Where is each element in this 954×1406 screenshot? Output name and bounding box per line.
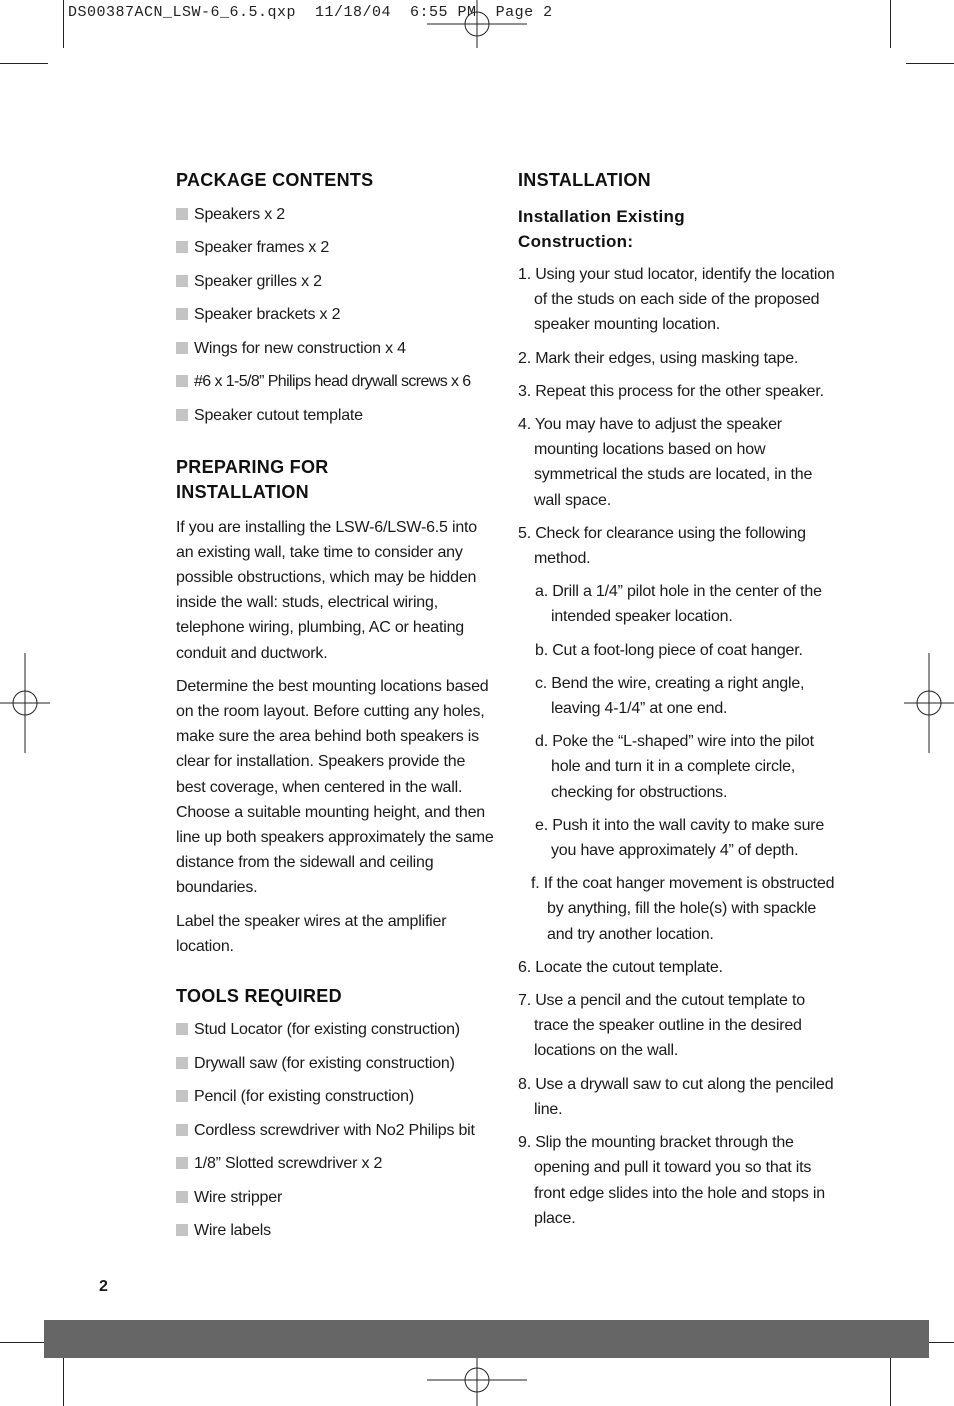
list-item: 3. Repeat this process for the other speaker. — [518, 382, 824, 400]
list-item: Speaker brackets x 2 — [176, 302, 498, 327]
list-item: 4. You may have to adjust the speaker mounting locations based on how symmetrical the studs are located, in the wall space. — [518, 416, 813, 509]
square-bullet-icon — [176, 1124, 188, 1136]
list-item: Stud Locator (for existing construction) — [176, 1017, 498, 1042]
list-item: 2. Mark their edges, using masking tape. — [518, 349, 799, 367]
registration-mark-right — [904, 653, 954, 753]
square-bullet-icon — [176, 342, 188, 354]
tools-required-list — [176, 1017, 498, 1243]
list-item: c. Bend the wire, creating a right angle, leaving 4-1/4” at one end. — [535, 674, 805, 718]
crop-mark-top-right-h — [906, 63, 954, 64]
page-number: 2 — [99, 1278, 108, 1295]
package-contents-heading: PACKAGE CONTENTS — [176, 170, 374, 190]
preparing-heading: PREPARING FOR INSTALLATION — [176, 456, 329, 502]
installation-heading: INSTALLATION — [518, 170, 651, 190]
registration-mark-bottom — [427, 1358, 527, 1406]
square-bullet-icon — [176, 1057, 188, 1069]
tools-required-heading: TOOLS REQUIRED — [176, 985, 342, 1006]
list-item: 9. Slip the mounting bracket through the opening and pull it toward you so that its front edge slides into the hole and stops in place. — [518, 1134, 825, 1227]
list-item: Speakers x 2 — [176, 202, 498, 227]
package-contents-list — [176, 202, 498, 428]
registration-mark-top — [427, 0, 527, 48]
square-bullet-icon — [176, 241, 188, 253]
crop-mark-top-left-v — [63, 0, 64, 48]
installation-steps — [518, 262, 840, 571]
square-bullet-icon — [176, 308, 188, 320]
list-item: 7. Use a pencil and the cutout template to trace the speaker outline in the desired locations on the wall. — [518, 992, 805, 1060]
list-item: 5. Check for clearance using the following method. — [518, 524, 806, 568]
list-item: Cordless screwdriver with No2 Philips bit — [176, 1118, 498, 1143]
crop-mark-bottom-left-v — [63, 1358, 64, 1406]
tools-required-section — [176, 984, 498, 1244]
square-bullet-icon — [176, 208, 188, 220]
footer-bar — [44, 1320, 929, 1358]
preparing-paragraph: Determine the best mounting locations based on the room layout. Before cutting any holes, make sure the area behind both speakers is clear for installation. Speakers provide the best coverage, when centered in the wall. Choose a suitable mounting height, and then line up both speakers approximately the same distance from the sidewall and ceiling boundaries. — [176, 677, 494, 897]
crop-mark-bottom-right-v — [890, 1358, 891, 1406]
square-bullet-icon — [176, 409, 188, 421]
list-item: Speaker cutout template — [176, 403, 498, 428]
list-item: Speaker grilles x 2 — [176, 269, 498, 294]
list-item: 1/8” Slotted screwdriver x 2 — [176, 1151, 498, 1176]
installation-steps-continued — [518, 955, 840, 1231]
list-item: Wings for new construction x 4 — [176, 336, 498, 361]
list-item: f. If the coat hanger movement is obstructed by anything, fill the hole(s) with spackle and try another location. — [531, 875, 835, 943]
list-item: d. Poke the “L-shaped” wire into the pilot hole and turn it in a complete circle, checking for obstructions. — [535, 733, 814, 801]
registration-mark-left — [0, 653, 50, 753]
crop-mark-top-left-h — [0, 63, 48, 64]
installation-section — [518, 168, 840, 1231]
list-item: e. Push it into the wall cavity to make sure you have approximately 4” of depth. — [535, 816, 825, 860]
list-item: b. Cut a foot-long piece of coat hanger. — [535, 641, 803, 659]
crop-mark-top-right-v — [890, 0, 891, 48]
crop-mark-bottom-left-h — [0, 1342, 48, 1343]
square-bullet-icon — [176, 1023, 188, 1035]
square-bullet-icon — [176, 275, 188, 287]
left-column — [176, 168, 498, 1243]
square-bullet-icon — [176, 1157, 188, 1169]
list-item: #6 x 1-5/8” Philips head drywall screws x 6 — [176, 369, 498, 394]
preparing-paragraph: If you are installing the LSW-6/LSW-6.5 into an existing wall, take time to consider any possible obstructions, which may be hidden inside the wall: studs, electrical wiring, telephone wiring, plumbing, AC or heating conduit and ductwork. — [176, 518, 477, 662]
square-bullet-icon — [176, 1191, 188, 1203]
preparing-paragraph: Label the speaker wires at the amplifier location. — [176, 912, 447, 955]
clearance-sub-steps — [518, 579, 840, 947]
printer-slug: DS00387ACN_LSW-6_6.5.qxp 11/18/04 6:55 PM Page 2 — [68, 4, 553, 21]
list-item: Pencil (for existing construction) — [176, 1084, 498, 1109]
list-item: a. Drill a 1/4” pilot hole in the center of the intended speaker location. — [535, 583, 822, 626]
square-bullet-icon — [176, 1224, 188, 1236]
right-column — [518, 168, 840, 1231]
square-bullet-icon — [176, 1090, 188, 1102]
list-item: Speaker frames x 2 — [176, 235, 498, 260]
list-item: Wire stripper — [176, 1185, 498, 1210]
package-contents-section — [176, 168, 498, 428]
list-item: 6. Locate the cutout template. — [518, 958, 723, 976]
list-item: 8. Use a drywall saw to cut along the penciled line. — [518, 1075, 834, 1118]
installation-subheading: Installation Existing Construction: — [518, 207, 685, 251]
list-item: Drywall saw (for existing construction) — [176, 1051, 498, 1076]
list-item: 1. Using your stud locator, identify the location of the studs on each side of the proposed speaker mounting location. — [518, 266, 835, 334]
preparing-section — [176, 455, 498, 959]
list-item: Wire labels — [176, 1218, 498, 1243]
square-bullet-icon — [176, 375, 188, 387]
